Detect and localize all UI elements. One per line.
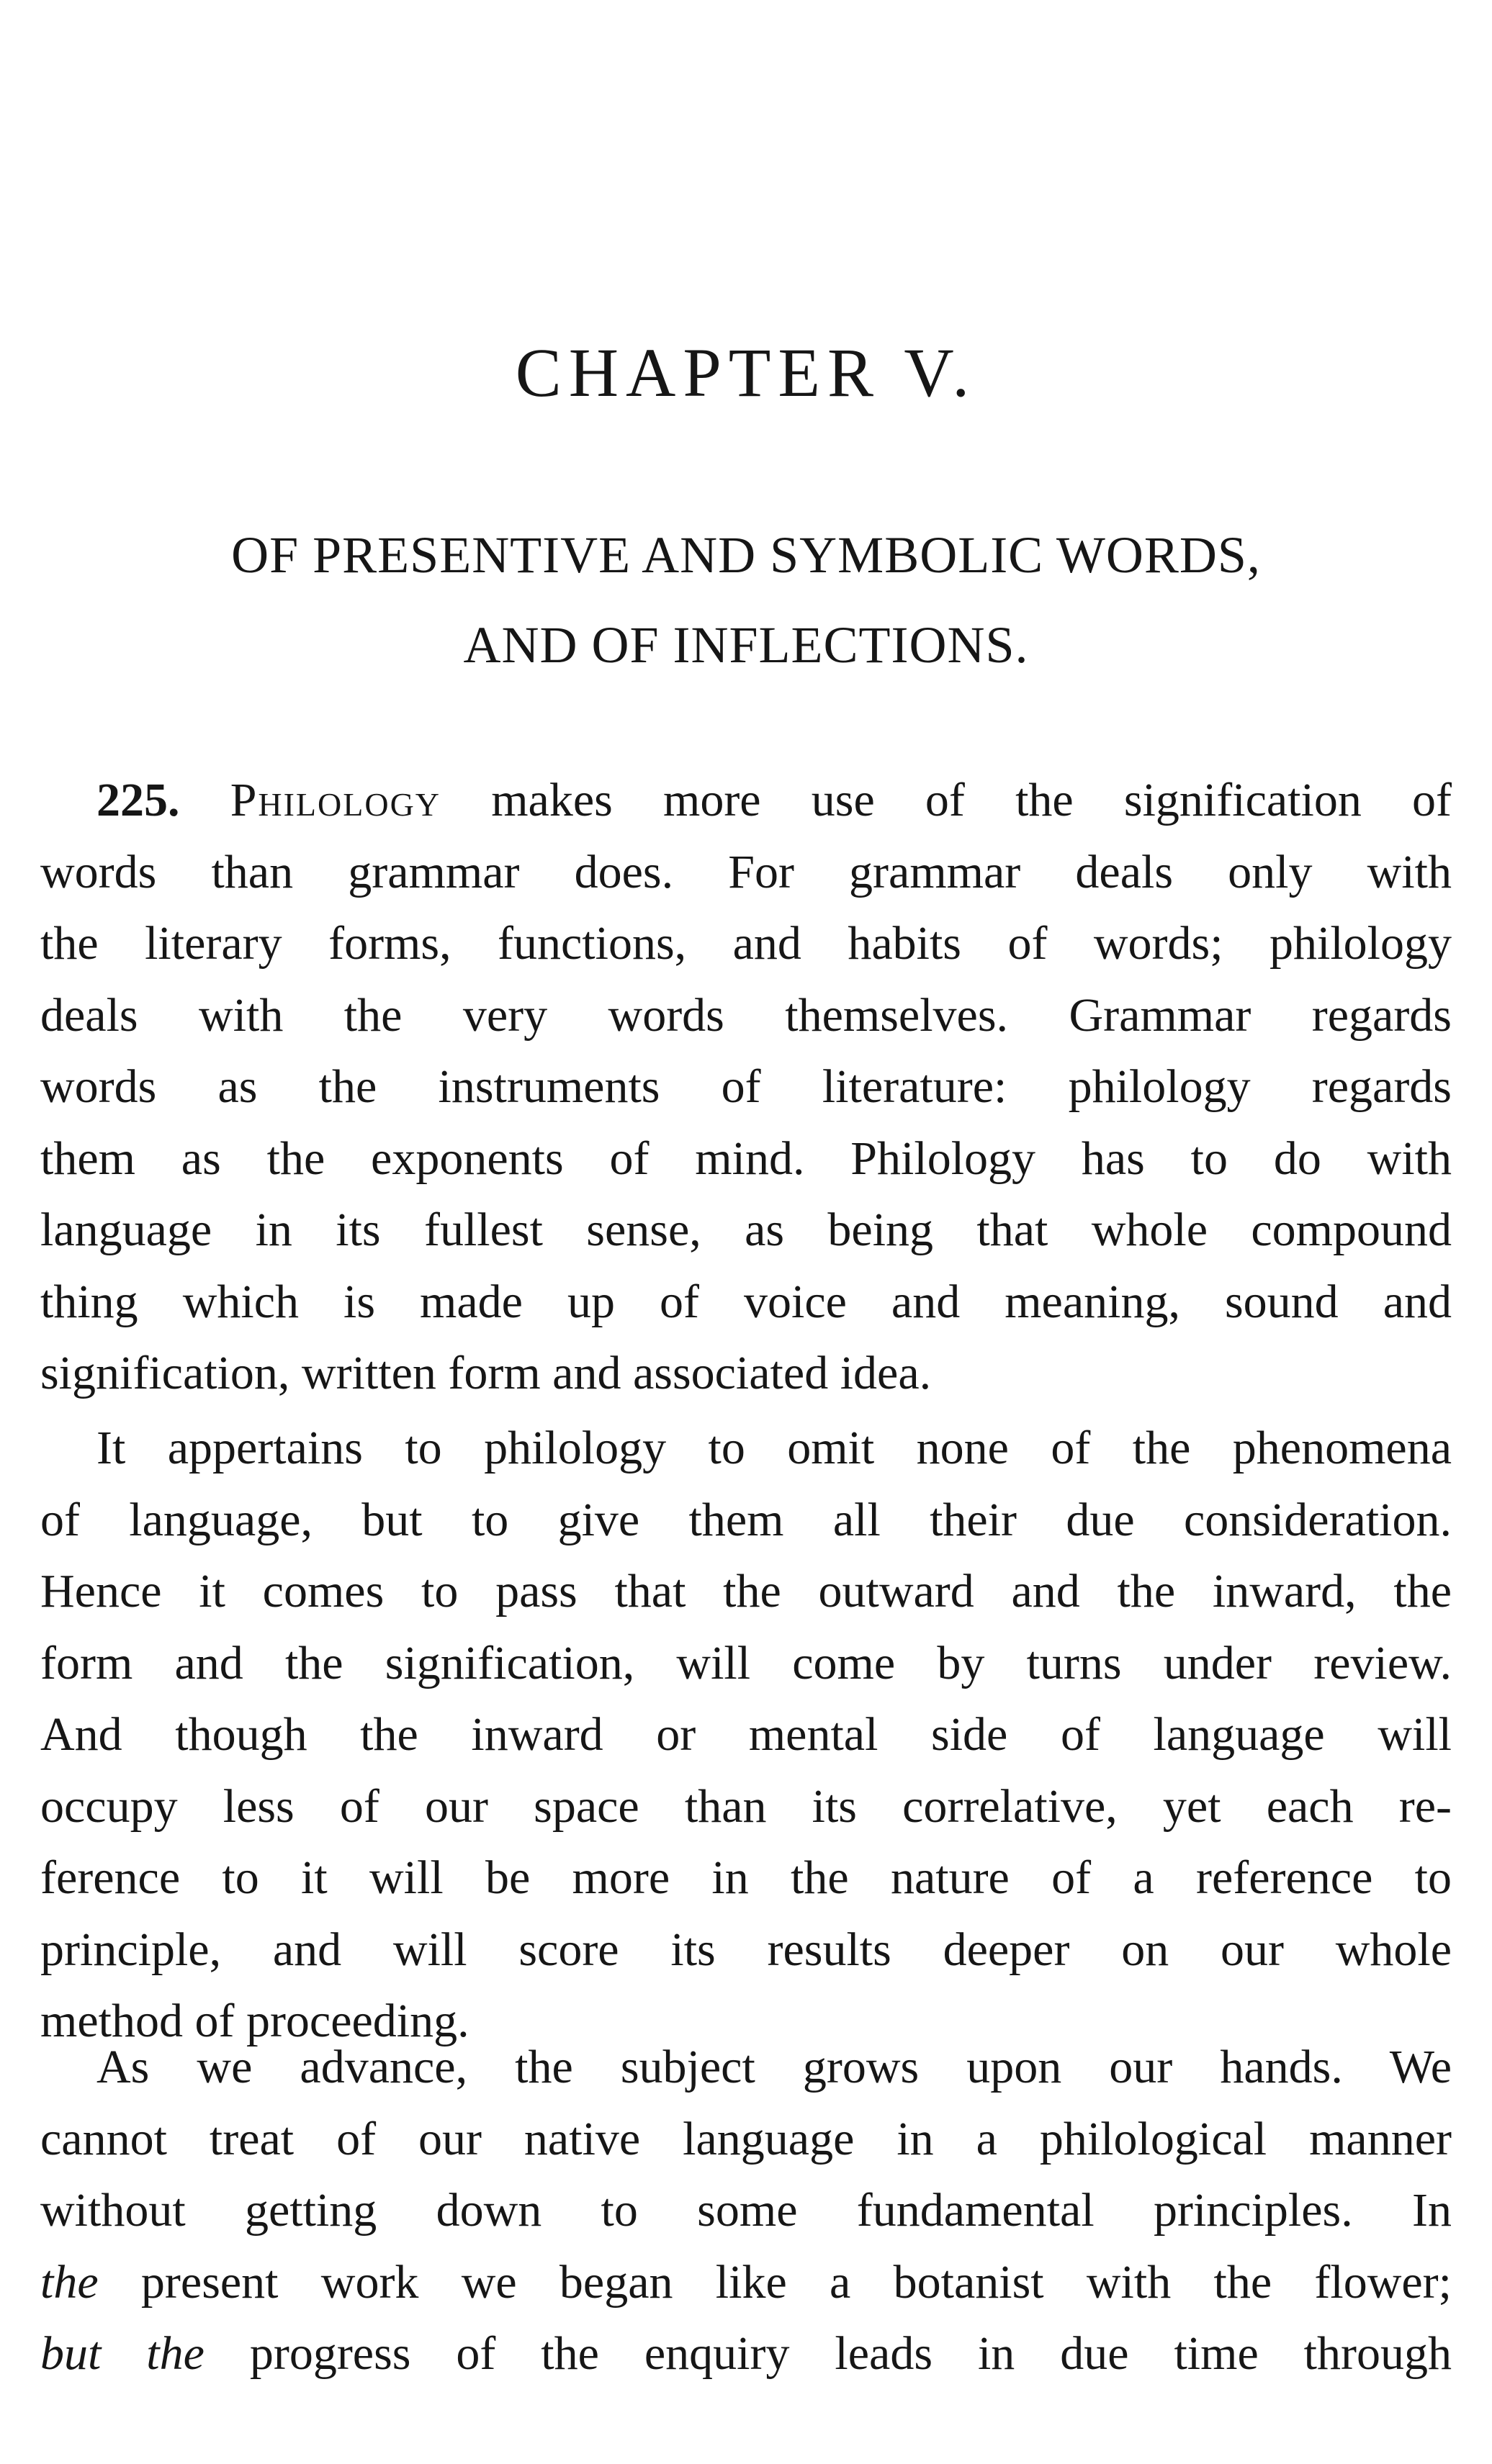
text-line: As we advance, the subject grows upon our hands. We (96, 2041, 1452, 2093)
text-line-segment: progress of the enquiry leads in due time through (204, 2327, 1452, 2380)
paragraph-2 (40, 1412, 1452, 2057)
text-line: of language, but to give them all their due consideration. (40, 1493, 1452, 1546)
text-line: It appertains to philology to omit none of the phenomena (96, 1422, 1452, 1474)
text-line: them as the exponents of mind. Philology has to do with (40, 1132, 1452, 1185)
text-line: principle, and will score its results deeper on our whole (40, 1923, 1452, 1976)
text-line-segment: makes more use of the signification of (441, 774, 1452, 826)
text-line: words than grammar does. For grammar deals only with (40, 845, 1452, 898)
text-line (40, 2247, 1452, 2319)
chapter-title: CHAPTER V. (515, 334, 977, 411)
text-line: method of proceeding. (40, 1995, 469, 2047)
paragraph-225 (40, 764, 1452, 1409)
text-line: words as the instruments of literature: philology regards (40, 1060, 1452, 1113)
text-line: Hence it comes to pass that the outward and the inward, the (40, 1565, 1452, 1617)
lead-word: Philology (230, 774, 441, 826)
chapter-heading-line-2: AND OF INFLECTIONS. (463, 616, 1029, 674)
chapter-heading-line-1: OF PRESENTIVE AND SYMBOLIC WORDS, (231, 526, 1261, 584)
text-line (40, 2318, 1452, 2390)
text-line: without getting down to some fundamental principles. In (40, 2184, 1452, 2237)
text-line: thing which is made up of voice and meaning, sound and (40, 1275, 1452, 1328)
text-line: language in its fullest sense, as being that whole compound (40, 1204, 1452, 1256)
italic-text: but the (40, 2327, 205, 2380)
italic-text: the (40, 2255, 99, 2309)
text-line: signification, written form and associated idea. (40, 1347, 932, 1399)
paragraph-3 (40, 2031, 1452, 2390)
text-line: form and the signification, will come by turns under review. (40, 1636, 1452, 1689)
text-line: the literary forms, functions, and habits of words; philology (40, 917, 1452, 970)
text-line: deals with the very words themselves. Grammar regards (40, 988, 1452, 1042)
text-line (40, 764, 1452, 836)
text-line-segment: present work we began like a botanist with the flower; (98, 2255, 1452, 2309)
text-line: And though the inward or mental side of language will (40, 1708, 1452, 1761)
text-line: ference to it will be more in the nature of a reference to (40, 1851, 1452, 1904)
text-line: cannot treat of our native language in a philological manner (40, 2112, 1452, 2165)
text-line: occupy less of our space than its correlative, yet each re- (40, 1779, 1452, 1833)
paragraph-number: 225. (96, 774, 180, 826)
